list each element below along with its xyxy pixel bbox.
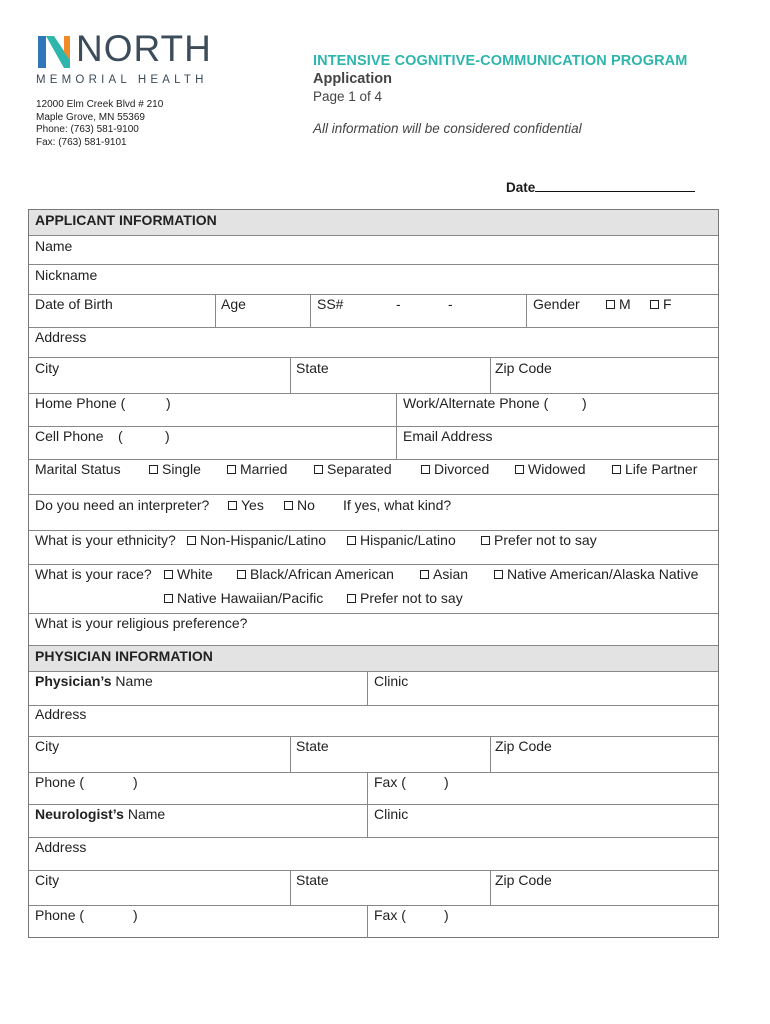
option-label: White <box>177 566 213 582</box>
interpreter-question: Do you need an interpreter? <box>35 497 210 513</box>
marital-widowed-option[interactable] <box>515 461 586 477</box>
date-field[interactable] <box>506 178 695 195</box>
address-row[interactable] <box>29 328 718 358</box>
address-fax: Fax: (763) 581-9101 <box>36 136 127 148</box>
race-native-hawaiian-option[interactable] <box>164 590 323 606</box>
physician-name-bold: Physician’s <box>35 673 112 689</box>
physician-state-field[interactable] <box>290 737 490 772</box>
neurologist-address-row[interactable] <box>29 838 718 871</box>
physician-phone-row <box>29 773 718 805</box>
gender-m-option[interactable] <box>606 296 631 312</box>
clinic-address <box>36 99 163 149</box>
gender-f-checkbox[interactable] <box>650 300 659 309</box>
nickname-label: Nickname <box>35 267 98 283</box>
checkbox-icon[interactable] <box>164 594 173 603</box>
applicant-section-header <box>29 210 718 236</box>
neurologist-phone-close: ) <box>133 907 138 923</box>
religion-question: What is your religious preference? <box>35 615 248 631</box>
option-label: Widowed <box>528 461 586 477</box>
race-prefer-not-option[interactable] <box>347 590 463 606</box>
checkbox-icon[interactable] <box>494 570 503 579</box>
option-label: Married <box>240 461 288 477</box>
cell-phone-field[interactable] <box>29 427 396 459</box>
option-label: Prefer not to say <box>494 532 597 548</box>
work-phone-close: ) <box>582 395 587 411</box>
cell-phone-open: ( <box>118 428 123 444</box>
physician-section-header <box>29 646 718 672</box>
neurologist-fax-field[interactable] <box>367 906 718 938</box>
neurologist-phone-label: Phone ( <box>35 907 85 923</box>
ss-dash-2: - <box>448 296 453 312</box>
marital-life-partner-option[interactable] <box>612 461 697 477</box>
interpreter-kind-label: If yes, what kind? <box>343 497 452 513</box>
neurologist-clinic-field[interactable] <box>367 805 718 837</box>
marital-label: Marital Status <box>35 461 121 477</box>
nickname-row[interactable] <box>29 265 718 295</box>
checkbox-icon[interactable] <box>149 465 158 474</box>
checkbox-icon[interactable] <box>314 465 323 474</box>
neurologist-address-label: Address <box>35 839 87 855</box>
ss-label: SS# <box>317 296 344 312</box>
address-phone: Phone: (763) 581-9100 <box>36 124 139 135</box>
program-title: INTENSIVE COGNITIVE-COMMUNICATION PROGRAM <box>313 53 688 69</box>
page-number: Page 1 of 4 <box>313 89 383 104</box>
physician-address-row[interactable] <box>29 706 718 737</box>
neurologist-phone-field[interactable] <box>29 906 367 938</box>
marital-single-option[interactable] <box>149 461 201 477</box>
option-label: Yes <box>241 497 264 513</box>
age-field[interactable] <box>215 295 310 327</box>
home-phone-label: Home Phone ( <box>35 395 126 411</box>
city-row <box>29 358 718 394</box>
logo-word: NORTH <box>76 28 212 69</box>
physician-address-label: Address <box>35 706 87 722</box>
checkbox-icon[interactable] <box>421 465 430 474</box>
logo-mark-icon <box>36 34 76 70</box>
ethnicity-question: What is your ethnicity? <box>35 532 176 548</box>
option-label: Hispanic/Latino <box>360 532 456 548</box>
neurologist-city-field[interactable] <box>29 871 290 905</box>
applicant-section-title: APPLICANT INFORMATION <box>35 212 217 228</box>
physician-name-field[interactable] <box>29 672 367 705</box>
ethnicity-hispanic-option[interactable] <box>347 532 456 548</box>
option-label: Non-Hispanic/Latino <box>200 532 327 548</box>
physician-clinic-label: Clinic <box>374 673 409 689</box>
checkbox-icon[interactable] <box>515 465 524 474</box>
option-label: Life Partner <box>625 461 698 477</box>
physician-zip-field[interactable] <box>490 737 718 772</box>
checkbox-icon[interactable] <box>227 465 236 474</box>
physician-fax-close: ) <box>444 774 449 790</box>
interpreter-no-option[interactable] <box>284 497 315 513</box>
gender-f-option[interactable] <box>650 296 672 312</box>
neurologist-state-field[interactable] <box>290 871 490 905</box>
email-field[interactable] <box>396 427 718 459</box>
neurologist-name-suffix: Name <box>123 806 166 822</box>
gender-m-checkbox[interactable] <box>606 300 615 309</box>
race-asian-option[interactable] <box>420 566 468 582</box>
address-street: 12000 Elm Creek Blvd # 210 <box>36 99 164 110</box>
ethnicity-prefer-not-option[interactable] <box>481 532 597 548</box>
physician-name-suffix: Name <box>111 673 153 689</box>
checkbox-icon[interactable] <box>612 465 621 474</box>
option-label: Black/African American <box>250 566 394 582</box>
neurologist-fax-close: ) <box>444 907 449 923</box>
gender-label: Gender <box>533 296 580 312</box>
gender-f-label: F <box>663 296 672 312</box>
marital-divorced-option[interactable] <box>421 461 489 477</box>
option-label: Separated <box>327 461 392 477</box>
race-row <box>29 565 718 614</box>
religion-row[interactable] <box>29 614 718 646</box>
city-field[interactable] <box>29 358 290 393</box>
document-subtitle: Application <box>313 71 392 87</box>
physician-city-field[interactable] <box>29 737 290 772</box>
zip-field[interactable] <box>490 358 718 393</box>
race-native-american-option[interactable] <box>494 566 698 582</box>
work-phone-field[interactable] <box>396 394 718 426</box>
checkbox-icon[interactable] <box>187 536 196 545</box>
state-field[interactable] <box>290 358 490 393</box>
ethnicity-row <box>29 531 718 565</box>
neurologist-name-label <box>35 806 165 822</box>
physician-phone-close: ) <box>133 774 138 790</box>
home-phone-close: ) <box>166 395 171 411</box>
ss-field[interactable] <box>310 295 526 327</box>
race-question: What is your race? <box>35 566 152 582</box>
cell-phone-row <box>29 427 718 460</box>
neurologist-name-field[interactable] <box>29 805 367 837</box>
neurologist-city-label: City <box>35 872 60 888</box>
neurologist-phone-row <box>29 906 718 938</box>
option-label: Single <box>162 461 201 477</box>
neurologist-city-row <box>29 871 718 906</box>
interpreter-row <box>29 495 718 531</box>
dob-field[interactable] <box>29 295 215 327</box>
checkbox-icon[interactable] <box>237 570 246 579</box>
neurologist-fax-label: Fax ( <box>374 907 406 923</box>
name-row[interactable] <box>29 236 718 265</box>
date-line[interactable] <box>535 178 695 192</box>
checkbox-icon[interactable] <box>420 570 429 579</box>
dob-row <box>29 295 718 328</box>
date-label: Date <box>506 180 536 195</box>
checkbox-icon[interactable] <box>164 570 173 579</box>
city-label: City <box>35 360 60 376</box>
race-white-option[interactable] <box>164 566 213 582</box>
zip-label: Zip Code <box>495 360 552 376</box>
name-label: Name <box>35 238 73 254</box>
physician-clinic-field[interactable] <box>367 672 718 705</box>
option-label: Divorced <box>434 461 490 477</box>
cell-phone-close: ) <box>165 428 170 444</box>
neurologist-clinic-label: Clinic <box>374 806 409 822</box>
checkbox-icon[interactable] <box>481 536 490 545</box>
physician-city-row <box>29 737 718 773</box>
logo-subtitle: MEMORIAL HEALTH <box>36 74 208 86</box>
dob-label: Date of Birth <box>35 296 113 312</box>
work-phone-label: Work/Alternate Phone ( <box>403 395 549 411</box>
physician-name-row <box>29 672 718 706</box>
ss-dash-1: - <box>396 296 401 312</box>
age-label: Age <box>221 296 246 312</box>
physician-state-label: State <box>296 738 329 754</box>
physician-fax-label: Fax ( <box>374 774 406 790</box>
option-label: Asian <box>433 566 469 582</box>
physician-phone-label: Phone ( <box>35 774 85 790</box>
neurologist-zip-field[interactable] <box>490 871 718 905</box>
email-label: Email Address <box>403 428 493 444</box>
race-black-option[interactable] <box>237 566 394 582</box>
north-memorial-logo <box>36 28 216 90</box>
option-label: No <box>297 497 315 513</box>
interpreter-yes-option[interactable] <box>228 497 264 513</box>
physician-zip-label: Zip Code <box>495 738 552 754</box>
neurologist-name-bold: Neurologist’s <box>35 806 124 822</box>
checkbox-icon[interactable] <box>284 501 293 510</box>
marital-married-option[interactable] <box>227 461 287 477</box>
state-label: State <box>296 360 329 376</box>
checkbox-icon[interactable] <box>228 501 237 510</box>
physician-name-label <box>35 673 153 689</box>
gender-field <box>526 295 718 327</box>
option-label: Prefer not to say <box>360 590 463 606</box>
marital-row <box>29 460 718 495</box>
neurologist-name-row <box>29 805 718 838</box>
physician-city-label: City <box>35 738 60 754</box>
checkbox-icon[interactable] <box>347 594 356 603</box>
physician-section-title: PHYSICIAN INFORMATION <box>35 648 213 664</box>
home-phone-field[interactable] <box>29 394 396 426</box>
checkbox-icon[interactable] <box>347 536 356 545</box>
marital-separated-option[interactable] <box>314 461 392 477</box>
physician-phone-field[interactable] <box>29 773 367 804</box>
option-label: Native Hawaiian/Pacific <box>177 590 324 606</box>
address-label: Address <box>35 329 87 345</box>
address-city: Maple Grove, MN 55369 <box>36 111 145 123</box>
gender-m-label: M <box>619 296 631 312</box>
confidential-note: All information will be considered confidential <box>313 121 582 136</box>
neurologist-zip-label: Zip Code <box>495 872 552 888</box>
physician-fax-field[interactable] <box>367 773 718 804</box>
ethnicity-non-hispanic-option[interactable] <box>187 532 326 548</box>
cell-phone-label: Cell Phone <box>35 428 104 444</box>
option-label: Native American/Alaska Native <box>507 566 699 582</box>
neurologist-state-label: State <box>296 872 329 888</box>
application-form <box>28 209 719 938</box>
home-phone-row <box>29 394 718 427</box>
